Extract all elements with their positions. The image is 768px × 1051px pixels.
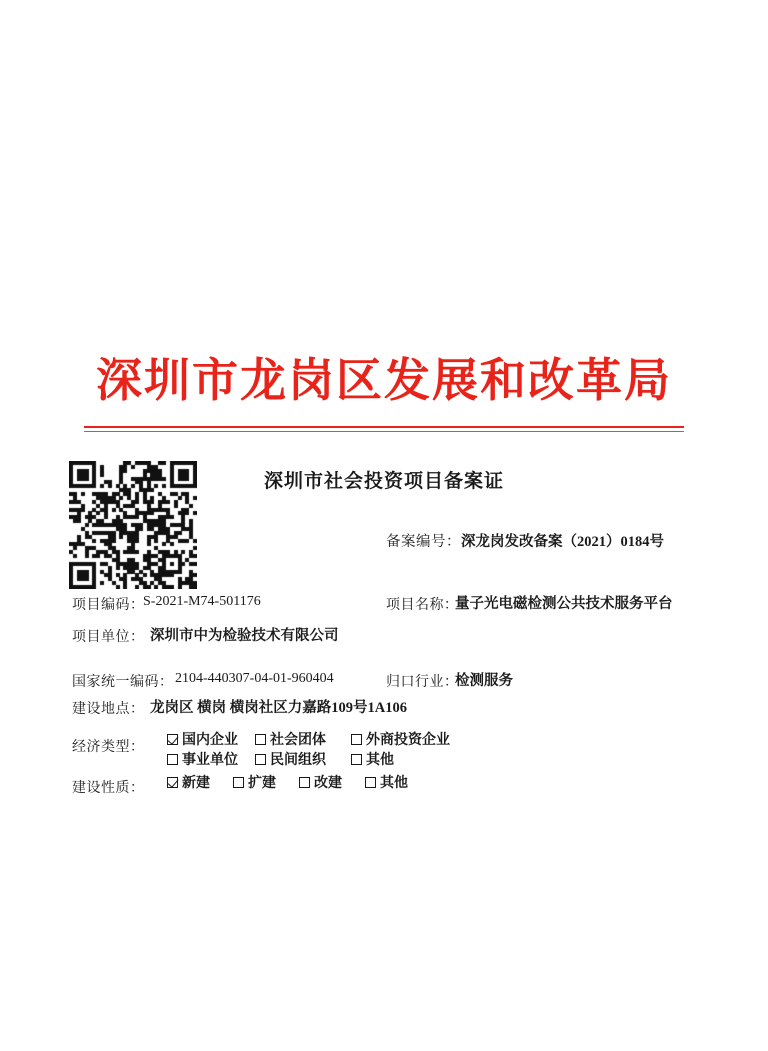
qr-code bbox=[69, 461, 197, 589]
national-code-label: 国家统一编码： bbox=[72, 675, 174, 690]
page-title: 深圳市龙岗区发展和改革局 bbox=[96, 355, 672, 406]
construction-option-3[interactable] bbox=[299, 772, 365, 792]
unchecked-checkbox-icon[interactable] bbox=[351, 734, 362, 745]
unchecked-checkbox-icon[interactable] bbox=[365, 777, 376, 788]
unchecked-checkbox-icon[interactable] bbox=[255, 734, 266, 745]
unchecked-checkbox-icon[interactable] bbox=[167, 754, 178, 765]
economy-option-2[interactable] bbox=[255, 729, 351, 749]
construction-option-label: 其他 bbox=[380, 776, 408, 791]
economy-option-label: 民间组织 bbox=[270, 753, 326, 768]
unchecked-checkbox-icon[interactable] bbox=[255, 754, 266, 765]
industry-value: 检测服务 bbox=[455, 673, 513, 689]
economy-option-label: 外商投资企业 bbox=[366, 733, 450, 748]
economy-option-label: 社会团体 bbox=[270, 733, 326, 748]
address-value: 龙岗区 横岗 横岗社区力嘉路109号1A106 bbox=[150, 700, 407, 716]
project-name-value: 量子光电磁检测公共技术服务平台 bbox=[455, 596, 673, 612]
construction-option-1[interactable] bbox=[167, 772, 233, 792]
economy-option-label: 事业单位 bbox=[182, 753, 238, 768]
construction-option-label: 扩建 bbox=[248, 776, 276, 791]
economy-options-row-2 bbox=[167, 749, 394, 769]
unchecked-checkbox-icon[interactable] bbox=[233, 777, 244, 788]
construction-options-row bbox=[167, 772, 408, 792]
unchecked-checkbox-icon[interactable] bbox=[351, 754, 362, 765]
checked-checkbox-icon[interactable] bbox=[167, 777, 178, 788]
divider-thin bbox=[84, 431, 684, 432]
checked-checkbox-icon[interactable] bbox=[167, 734, 178, 745]
economy-type-label: 经济类型： bbox=[72, 740, 145, 755]
industry-label: 归口行业： bbox=[386, 675, 459, 690]
construction-type-label: 建设性质： bbox=[72, 781, 145, 796]
address-label: 建设地点： bbox=[72, 702, 145, 717]
certificate-title: 深圳市社会投资项目备案证 bbox=[263, 471, 504, 492]
issuer-title-block bbox=[0, 352, 768, 410]
record-number bbox=[386, 530, 664, 551]
economy-option-3[interactable] bbox=[351, 729, 450, 749]
economy-option-1[interactable] bbox=[167, 749, 255, 769]
national-code-value: 2104-440307-04-01-960404 bbox=[175, 671, 334, 686]
construction-option-4[interactable] bbox=[365, 772, 408, 792]
economy-option-1[interactable] bbox=[167, 729, 255, 749]
project-code-value: S-2021-M74-501176 bbox=[143, 594, 261, 609]
divider-thick bbox=[84, 426, 684, 428]
economy-option-2[interactable] bbox=[255, 749, 351, 769]
economy-options-row-1 bbox=[167, 729, 450, 749]
economy-option-3[interactable] bbox=[351, 749, 394, 769]
project-unit-value: 深圳市中为检验技术有限公司 bbox=[150, 628, 339, 644]
project-unit-label: 项目单位： bbox=[72, 630, 145, 645]
construction-option-label: 新建 bbox=[182, 776, 210, 791]
economy-option-label: 国内企业 bbox=[182, 733, 238, 748]
economy-option-label: 其他 bbox=[366, 753, 394, 768]
record-number-label: 备案编号： bbox=[386, 534, 461, 550]
construction-option-label: 改建 bbox=[314, 776, 342, 791]
unchecked-checkbox-icon[interactable] bbox=[299, 777, 310, 788]
construction-option-2[interactable] bbox=[233, 772, 299, 792]
record-number-value: 深龙岗发改备案（2021）0184号 bbox=[461, 534, 664, 550]
project-name-label: 项目名称： bbox=[386, 598, 459, 613]
project-code-label: 项目编码： bbox=[72, 598, 145, 613]
title-divider bbox=[84, 426, 684, 432]
